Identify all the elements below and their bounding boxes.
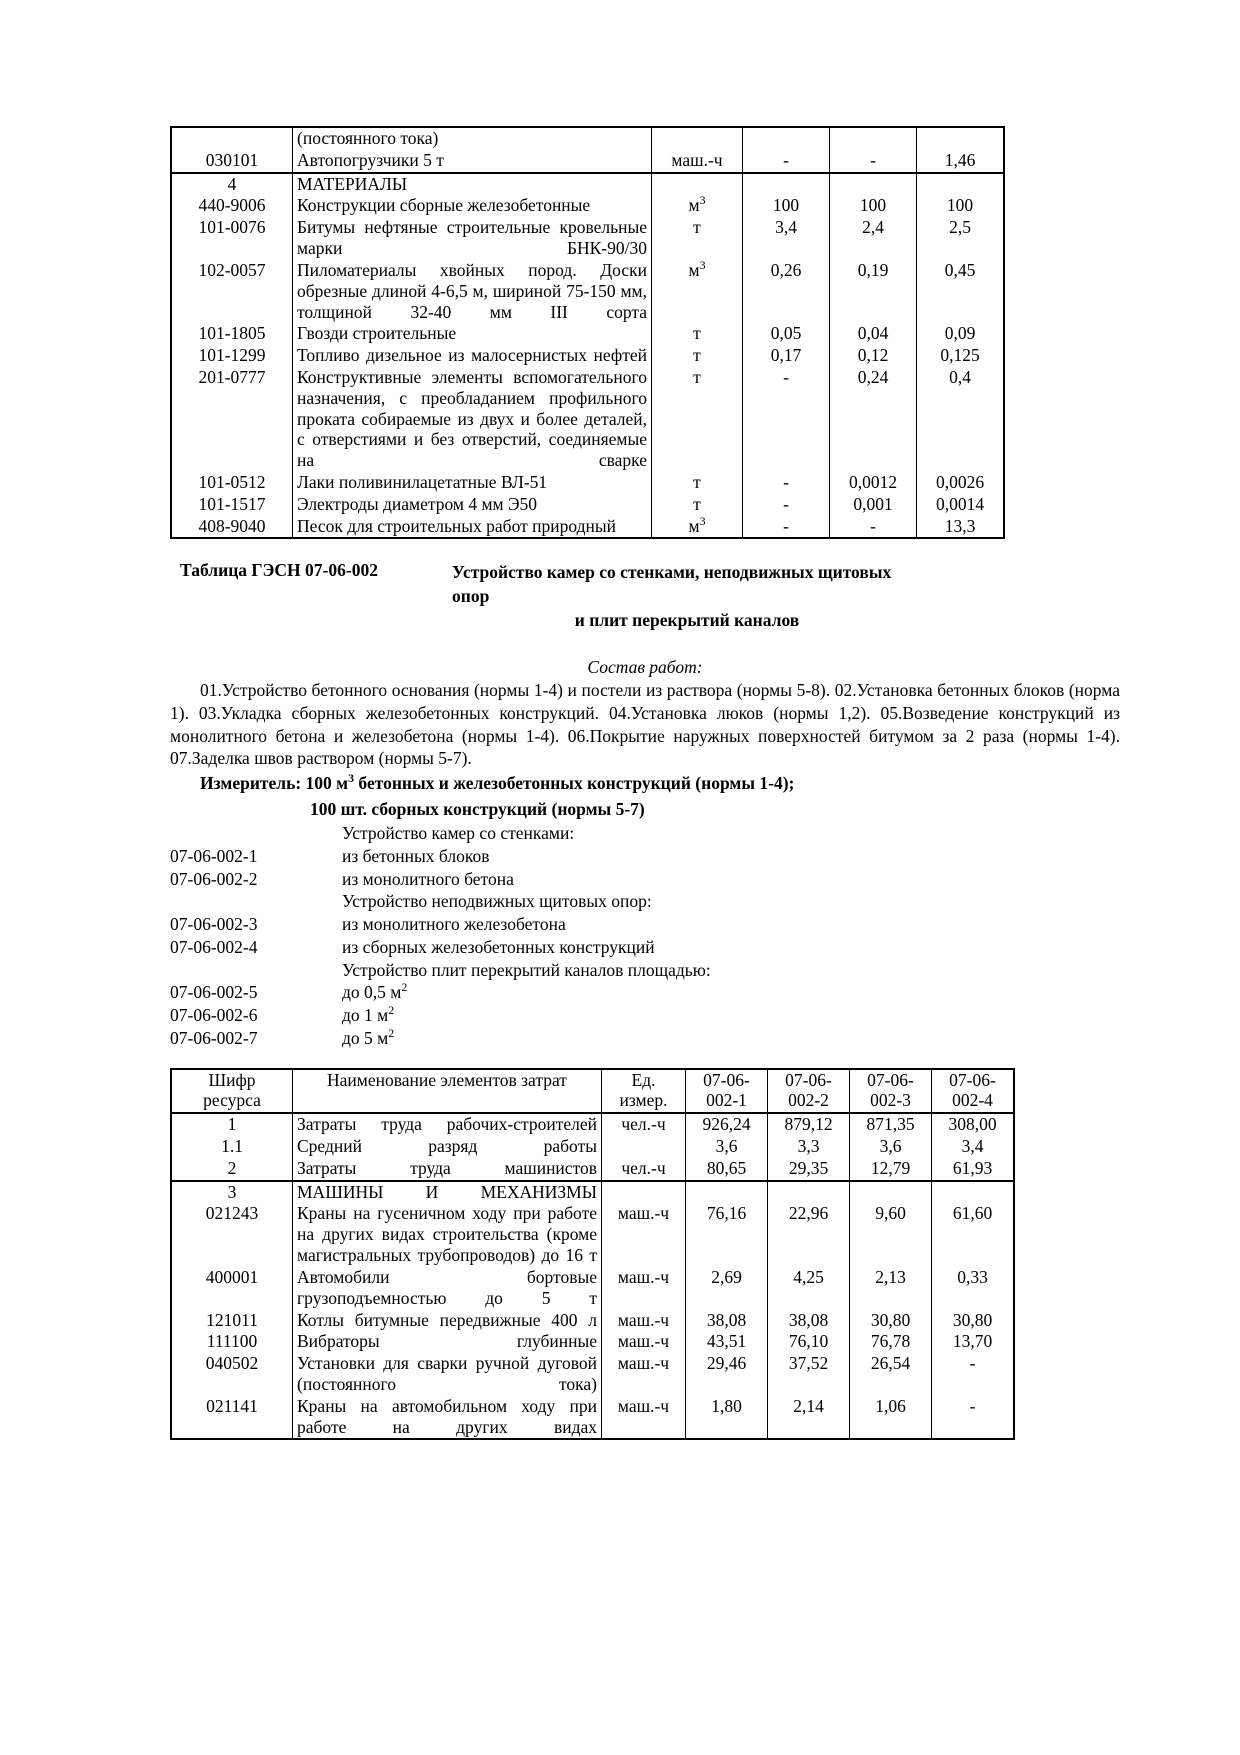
table-row [171, 1331, 1014, 1353]
cell-value-2: 29,35 [768, 1158, 850, 1181]
cell-value-3: 76,78 [850, 1331, 932, 1353]
header-norm-2-line-2: 002-2 [788, 1090, 829, 1111]
table-row [171, 345, 1004, 367]
norm-code: 07-06-002-7 [170, 1027, 258, 1048]
cell-value-1: 0,05 [743, 323, 830, 345]
cell-value-3: 1,06 [850, 1396, 932, 1440]
cell-value-1: 0,26 [743, 260, 830, 323]
cell-code [171, 127, 293, 150]
cell-value-3: 3,6 [850, 1136, 932, 1158]
cell-code: 400001 [171, 1267, 293, 1310]
cell-value-4: 61,93 [932, 1158, 1015, 1181]
table-row [171, 127, 1004, 150]
cell-value-1: 1,80 [686, 1396, 768, 1440]
cell-unit [652, 173, 743, 196]
cell-code: 3 [171, 1181, 293, 1204]
cell-value-2: 879,12 [768, 1113, 850, 1136]
cell-value-3: 30,80 [850, 1310, 932, 1332]
cell-value-1: 3,6 [686, 1136, 768, 1158]
sostav-rabot-body: 01.Устройство бетонного основания (нормы 1-4) и постели из раствора (нормы 5-8). 02.Установка бетонных блоков (норма 1). 03.Укладка сборных железобетонных конструкций. 04.Установка люков (нормы 1,2). 05.Возведение конструкций из монолитного бетона и железобетона (нормы 1-4). 06.Покрытие наружных поверхностей битумом за 2 раза (нормы 1-4). 07.Заделка швов раствором (нормы 5-7). [170, 680, 1120, 769]
cell-unit: т [652, 367, 743, 472]
header-cell-name: Наименование элементов затрат [293, 1069, 602, 1114]
cell-value-4: - [932, 1396, 1015, 1440]
table-row [171, 472, 1004, 494]
table-heading-label: Таблица ГЭСН 07-06-002 [180, 560, 378, 581]
header-cell-norm-4 [932, 1069, 1015, 1114]
header-unit-line-2: измер. [619, 1090, 668, 1111]
cell-value-1: - [743, 516, 830, 539]
table-section-row [171, 173, 1004, 196]
list-item [170, 1004, 1120, 1027]
cell-value-3 [917, 127, 1005, 150]
cell-value-3: 0,125 [917, 345, 1005, 367]
cell-value-1: 926,24 [686, 1113, 768, 1136]
cell-name: Битумы нефтяные строительные кровельные марки БНК-90/30 [293, 217, 652, 260]
cell-unit: т [652, 323, 743, 345]
cell-value-3: 26,54 [850, 1353, 932, 1396]
cell-value-3: 2,5 [917, 217, 1005, 260]
cell-value-4: 0,33 [932, 1267, 1015, 1310]
cell-value-1: - [743, 472, 830, 494]
table-row [171, 1158, 1014, 1181]
cell-code: 1.1 [171, 1136, 293, 1158]
header-cell-norm-2 [768, 1069, 850, 1114]
cell-code: 4 [171, 173, 293, 196]
cell-name: Затраты труда рабочих-строителей [293, 1113, 602, 1136]
cell-value-1 [743, 127, 830, 150]
norm-desc [342, 981, 1120, 1004]
table-body [171, 1113, 1014, 1439]
cell-code: 101-1805 [171, 323, 293, 345]
cell-value-1: 2,69 [686, 1267, 768, 1310]
cell-code: 101-1299 [171, 345, 293, 367]
resource-table-materials [170, 126, 1005, 539]
cell-code: 440-9006 [171, 195, 293, 217]
table-row [171, 195, 1004, 217]
cell-name: Краны на автомобильном ходу при работе на других видах [293, 1396, 602, 1440]
cell-value-4: - [932, 1353, 1015, 1396]
cell-value-4: 308,00 [932, 1113, 1015, 1136]
norm-desc: из сборных железобетонных конструкций [342, 936, 655, 957]
cell-unit: маш.-ч [602, 1396, 686, 1440]
cell-name: Лаки поливинилацетатные ВЛ-51 [293, 472, 652, 494]
table-row [171, 494, 1004, 516]
cell-name: (постоянного тока) [293, 127, 652, 150]
cell-value-3 [917, 173, 1005, 196]
header-cell-code [171, 1069, 293, 1114]
header-cell-unit [602, 1069, 686, 1114]
cell-value-1: 100 [743, 195, 830, 217]
norm-desc [342, 1004, 1120, 1027]
cell-value-3: 0,09 [917, 323, 1005, 345]
cell-unit [602, 1136, 686, 1158]
norm-desc-superscript: 2 [388, 1026, 395, 1040]
cell-value-2: 0,0012 [830, 472, 917, 494]
cell-name: Песок для строительных работ природный [293, 516, 652, 539]
table-row [171, 150, 1004, 173]
cell-value-2: - [830, 516, 917, 539]
unit-superscript: 3 [699, 258, 706, 273]
norm-desc-text: до 0,5 м [342, 982, 402, 1003]
header-code-line-1: Шифр [208, 1069, 256, 1090]
norm-desc: из монолитного железобетона [342, 914, 566, 935]
unit-superscript: 3 [699, 513, 706, 528]
cell-code: 121011 [171, 1310, 293, 1332]
norm-desc: Устройство неподвижных щитовых опор: [342, 891, 652, 912]
cell-unit [652, 195, 743, 217]
cell-name: Краны на гусеничном ходу при работе на других видах строительства (кроме магистральных трубопроводов) до 16 т [293, 1203, 602, 1266]
unit-base: м [688, 259, 700, 280]
list-item [170, 822, 1120, 845]
izmeritel-text-a: Измеритель: 100 м [200, 773, 349, 794]
cell-name: МАШИНЫ И МЕХАНИЗМЫ [293, 1181, 602, 1204]
table-row [171, 1113, 1014, 1136]
cell-value-2: 2,14 [768, 1396, 850, 1440]
cell-code: 101-0512 [171, 472, 293, 494]
cell-unit: т [652, 494, 743, 516]
cell-unit [652, 127, 743, 150]
cell-value-2: 2,4 [830, 217, 917, 260]
table-row [171, 1353, 1014, 1396]
cell-code: 040502 [171, 1353, 293, 1396]
table-row [171, 1136, 1014, 1158]
cell-value-2: 38,08 [768, 1310, 850, 1332]
table-header [171, 1069, 1014, 1114]
cell-unit: маш.-ч [602, 1267, 686, 1310]
cell-name: Затраты труда машинистов [293, 1158, 602, 1181]
cell-value-3 [850, 1181, 932, 1204]
table-row [171, 367, 1004, 472]
cell-value-2: - [830, 150, 917, 173]
cell-unit: т [652, 472, 743, 494]
list-item [170, 936, 1120, 959]
norm-code: 07-06-002-1 [170, 845, 258, 866]
cell-value-3: 9,60 [850, 1203, 932, 1266]
norm-code: 07-06-002-3 [170, 914, 258, 935]
list-item [170, 913, 1120, 936]
header-norm-4-line-2: 002-4 [952, 1090, 993, 1111]
cell-value-1: 3,4 [743, 217, 830, 260]
cell-value-2: 0,12 [830, 345, 917, 367]
unit-base: м [688, 515, 700, 536]
cell-unit: маш.-ч [602, 1203, 686, 1266]
norm-desc-text: до 1 м [342, 1005, 389, 1026]
cell-name: Электроды диаметром 4 мм Э50 [293, 494, 652, 516]
header-cell-norm-3 [850, 1069, 932, 1114]
table-heading-line-1: Устройство камер со стенками, неподвижных щитовых опор [452, 562, 892, 607]
cell-value-2 [830, 127, 917, 150]
norm-code: 07-06-002-6 [170, 1005, 258, 1026]
cell-value-3: 0,0026 [917, 472, 1005, 494]
cell-value-4: 13,70 [932, 1331, 1015, 1353]
izmeritel-superscript: 3 [348, 771, 355, 786]
header-norm-2-line-1: 07-06- [785, 1069, 832, 1090]
cell-value-1: - [743, 367, 830, 472]
cell-name: Установки для сварки ручной дуговой (постоянного тока) [293, 1353, 602, 1396]
table-row [171, 323, 1004, 345]
norm-desc: из монолитного бетона [342, 868, 514, 889]
list-item [170, 1027, 1120, 1050]
list-item [170, 890, 1120, 913]
list-item [170, 981, 1120, 1004]
table-row [171, 1310, 1014, 1332]
cell-value-2: 0,04 [830, 323, 917, 345]
header-norm-4-line-1: 07-06- [949, 1069, 996, 1090]
table-row [171, 260, 1004, 323]
cell-unit: маш.-ч [602, 1331, 686, 1353]
cell-value-2: 3,3 [768, 1136, 850, 1158]
cell-value-4: 3,4 [932, 1136, 1015, 1158]
cell-value-3: 13,3 [917, 516, 1005, 539]
cell-value-2: 22,96 [768, 1203, 850, 1266]
cell-value-1: 43,51 [686, 1331, 768, 1353]
cell-value-2: 0,24 [830, 367, 917, 472]
cell-code: 021141 [171, 1396, 293, 1440]
cell-value-3: 1,46 [917, 150, 1005, 173]
cell-name: Пиломатериалы хвойных пород. Доски обрезные длиной 4-6,5 м, шириной 75-150 мм, толщиной 32-40 мм III сорта [293, 260, 652, 323]
cell-code: 1 [171, 1113, 293, 1136]
cell-code: 111100 [171, 1331, 293, 1353]
cell-unit: т [652, 345, 743, 367]
cell-value-1 [686, 1181, 768, 1204]
table-row [171, 1267, 1014, 1310]
cell-code: 030101 [171, 150, 293, 173]
cell-value-3: 0,45 [917, 260, 1005, 323]
norm-desc: Устройство плит перекрытий каналов площадью: [342, 959, 711, 980]
norm-code: 07-06-002-5 [170, 982, 258, 1003]
table-row [171, 217, 1004, 260]
cell-value-1: - [743, 494, 830, 516]
izmeritel-line-2: 100 шт. сборных конструкций (нормы 5-7) [310, 798, 645, 819]
cell-value-4: 30,80 [932, 1310, 1015, 1332]
cell-code: 408-9040 [171, 516, 293, 539]
cell-value-3: 100 [917, 195, 1005, 217]
header-norm-1-line-1: 07-06- [703, 1069, 750, 1090]
cell-value-2: 76,10 [768, 1331, 850, 1353]
list-item [170, 868, 1120, 891]
cell-name: Автомобили бортовые грузоподъемностью до 5 т [293, 1267, 602, 1310]
cell-code: 2 [171, 1158, 293, 1181]
cell-value-2 [768, 1181, 850, 1204]
cell-unit: маш.-ч [652, 150, 743, 173]
cell-unit: чел.-ч [602, 1113, 686, 1136]
cell-name: Автопогрузчики 5 т [293, 150, 652, 173]
cell-name: Конструкции сборные железобетонные [293, 195, 652, 217]
cell-value-3: 0,4 [917, 367, 1005, 472]
header-norm-1-line-2: 002-1 [706, 1090, 747, 1111]
cell-code: 101-0076 [171, 217, 293, 260]
table-row [171, 1203, 1014, 1266]
header-norm-3-line-1: 07-06- [867, 1069, 914, 1090]
norm-code-list [170, 822, 1120, 1050]
header-cell-norm-1 [686, 1069, 768, 1114]
norm-code: 07-06-002-4 [170, 936, 258, 957]
cell-name: Средний разряд работы [293, 1136, 602, 1158]
cell-unit: чел.-ч [602, 1158, 686, 1181]
cell-unit [652, 513, 743, 539]
table-row [171, 516, 1004, 539]
cell-name: Котлы битумные передвижные 400 л [293, 1310, 602, 1332]
cell-value-2 [830, 173, 917, 196]
header-norm-3-line-2: 002-3 [870, 1090, 911, 1111]
cell-unit [602, 1181, 686, 1204]
izmeritel-line-1 [170, 772, 1120, 795]
cell-value-1: 38,08 [686, 1310, 768, 1332]
cell-code: 201-0777 [171, 367, 293, 472]
list-item [170, 845, 1120, 868]
norm-desc [342, 1027, 1120, 1050]
unit-superscript: 3 [699, 193, 706, 208]
cell-value-2: 37,52 [768, 1353, 850, 1396]
header-code-line-2: ресурса [203, 1090, 261, 1111]
table-section-row [171, 1181, 1014, 1204]
cell-name: Топливо дизельное из малосернистых нефтей [293, 345, 652, 367]
sostav-rabot-title: Состав работ: [587, 657, 703, 678]
cell-name: Вибраторы глубинные [293, 1331, 602, 1353]
cell-value-2: 0,001 [830, 494, 917, 516]
cell-code: 021243 [171, 1203, 293, 1266]
norm-desc-text: до 5 м [342, 1027, 389, 1048]
cell-unit: маш.-ч [602, 1353, 686, 1396]
unit-base: м [688, 195, 700, 216]
norm-desc-superscript: 2 [401, 980, 408, 995]
resource-table-07-06-002 [170, 1068, 1015, 1441]
table-heading-text [452, 561, 922, 632]
norm-code: 07-06-002-2 [170, 868, 258, 889]
cell-unit: т [652, 217, 743, 260]
norm-desc: Устройство камер со стенками: [342, 823, 575, 844]
cell-value-3: 871,35 [850, 1113, 932, 1136]
cell-value-4: 61,60 [932, 1203, 1015, 1266]
norm-desc: из бетонных блоков [342, 845, 490, 866]
cell-value-3: 12,79 [850, 1158, 932, 1181]
cell-value-2: 100 [830, 195, 917, 217]
cell-value-1: - [743, 150, 830, 173]
list-item [170, 959, 1120, 982]
cell-value-1: 29,46 [686, 1353, 768, 1396]
cell-value-2: 0,19 [830, 260, 917, 323]
cell-name: МАТЕРИАЛЫ [293, 173, 652, 196]
cell-code: 101-1517 [171, 494, 293, 516]
cell-value-1: 80,65 [686, 1158, 768, 1181]
izmeritel-text-b: бетонных и железобетонных конструкций (нормы 1-4); [354, 773, 795, 794]
cell-name: Гвозди строительные [293, 323, 652, 345]
norm-desc-superscript: 2 [388, 1003, 395, 1018]
table-row [171, 1396, 1014, 1440]
cell-value-2: 4,25 [768, 1267, 850, 1310]
cell-value-1 [743, 173, 830, 196]
table-heading-line-2: и плит перекрытий каналов [574, 609, 800, 630]
cell-unit: маш.-ч [602, 1310, 686, 1332]
header-unit-line-1: Ед. [631, 1069, 656, 1090]
cell-code: 102-0057 [171, 260, 293, 323]
cell-value-1: 76,16 [686, 1203, 768, 1266]
cell-value-3: 0,0014 [917, 494, 1005, 516]
table-body [171, 127, 1004, 538]
cell-name: Конструктивные элементы вспомогательного назначения, с преобладанием профильного проката собираемые из двух и более деталей, с отверстиями и без отверстий, соединяемые на сварке [293, 367, 652, 472]
table-heading [170, 561, 1120, 632]
table-header-row [171, 1069, 1014, 1114]
cell-value-1: 0,17 [743, 345, 830, 367]
cell-value-4 [932, 1181, 1015, 1204]
cell-value-3: 2,13 [850, 1267, 932, 1310]
cell-unit [652, 260, 743, 323]
